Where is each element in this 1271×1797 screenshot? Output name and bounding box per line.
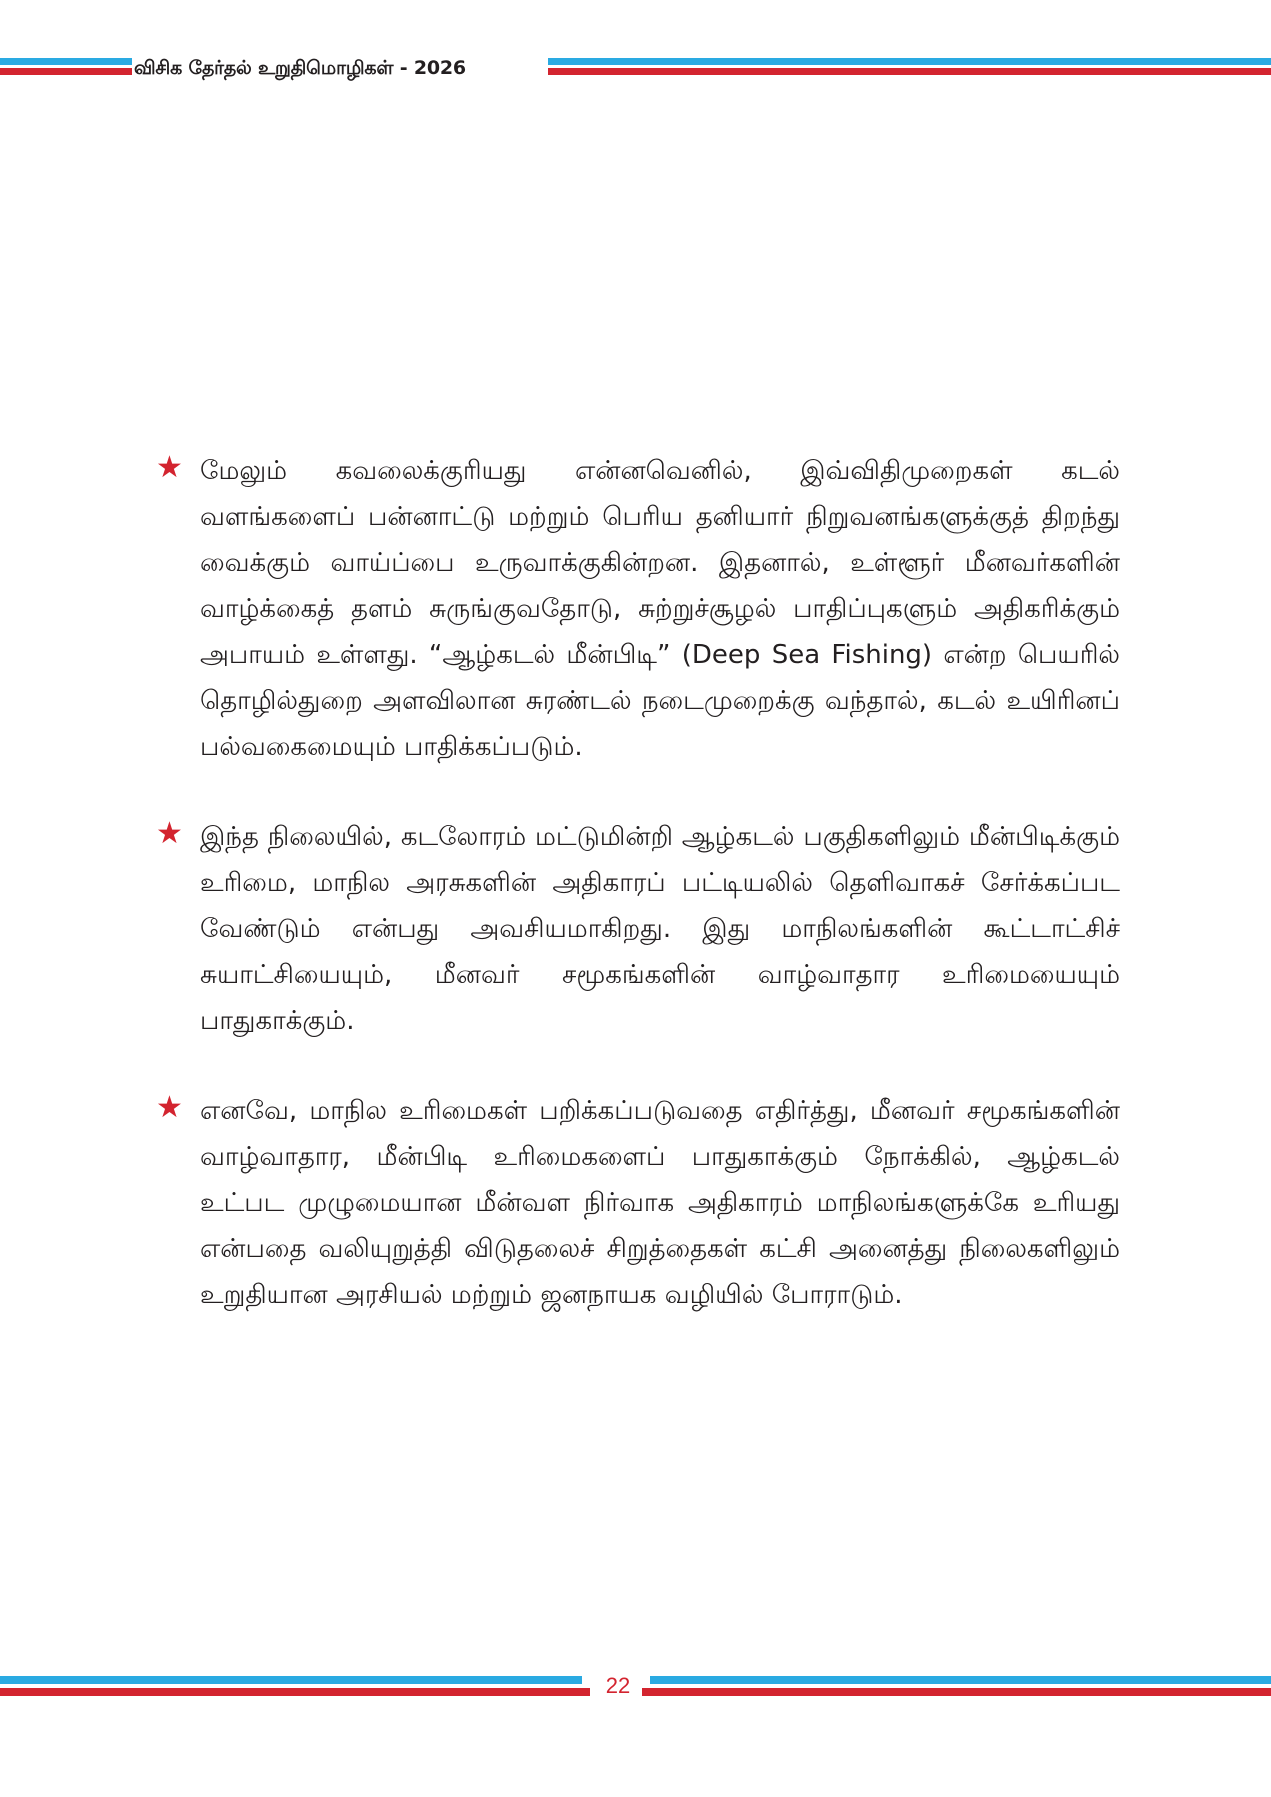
page-header xyxy=(0,54,1271,86)
header-title: விசிக தேர்தல் உறுதிமொழிகள் - 2026 xyxy=(134,57,466,79)
page-content xyxy=(156,448,1120,1362)
footer-stripe-blue-right xyxy=(650,1676,1271,1684)
star-icon: ★ xyxy=(156,1090,183,1125)
header-stripe-red-left xyxy=(0,68,132,75)
header-stripe-blue-left xyxy=(0,58,132,65)
bullet-item xyxy=(156,448,1120,770)
footer-stripe-red-left xyxy=(0,1688,590,1696)
footer-stripe-blue-left xyxy=(0,1676,582,1684)
bullet-item xyxy=(156,1088,1120,1318)
bullet-item xyxy=(156,814,1120,1044)
star-icon: ★ xyxy=(156,816,183,851)
page-footer xyxy=(0,1670,1271,1706)
bullet-text: இந்த நிலையில், கடலோரம் மட்டுமின்றி ஆழ்கடல் பகுதிகளிலும் மீன்பிடிக்கும் உரிமை, மாநில அரசுகளின் அதிகாரப் பட்டியலில் தெளிவாகச் சேர்க்கப்பட வேண்டும் என்பது அவசியமாகிறது. இது மாநிலங்களின் கூட்டாட்சிச் சுயாட்சியையும், மீனவர் சமூகங்களின் வாழ்வாதார உரிமையையும் பாதுகாக்கும். xyxy=(200,822,1120,1036)
star-icon: ★ xyxy=(156,450,183,485)
footer-stripe-red-right xyxy=(642,1688,1271,1696)
page-number: 22 xyxy=(605,1673,631,1698)
header-stripe-blue-right xyxy=(548,58,1271,65)
bullet-text: மேலும் கவலைக்குரியது என்னவெனில், இவ்விதிமுறைகள் கடல் வளங்களைப் பன்னாட்டு மற்றும் பெரிய தனியார் நிறுவனங்களுக்குத் திறந்து வைக்கும் வாய்ப்பை உருவாக்குகின்றன. இதனால், உள்ளூர் மீனவர்களின் வாழ்க்கைத் தளம் சுருங்குவதோடு, சுற்றுச்சூழல் பாதிப்புகளும் அதிகரிக்கும் அபாயம் உள்ளது. “ஆழ்கடல் மீன்பிடி” (Deep Sea Fishing) என்ற பெயரில் தொழில்துறை அளவிலான சுரண்டல் நடைமுறைக்கு வந்தால், கடல் உயிரினப் பல்வகைமையும் பாதிக்கப்படும். xyxy=(200,456,1120,762)
bullet-text: எனவே, மாநில உரிமைகள் பறிக்கப்படுவதை எதிர்த்து, மீனவர் சமூகங்களின் வாழ்வாதார, மீன்பிடி உரிமைகளைப் பாதுகாக்கும் நோக்கில், ஆழ்கடல் உட்பட முழுமையான மீன்வள நிர்வாக அதிகாரம் மாநிலங்களுக்கே உரியது என்பதை வலியுறுத்தி விடுதலைச் சிறுத்தைகள் கட்சி அனைத்து நிலைகளிலும் உறுதியான அரசியல் மற்றும் ஜனநாயக வழியில் போராடும். xyxy=(200,1096,1120,1310)
header-stripe-red-right xyxy=(548,68,1271,75)
